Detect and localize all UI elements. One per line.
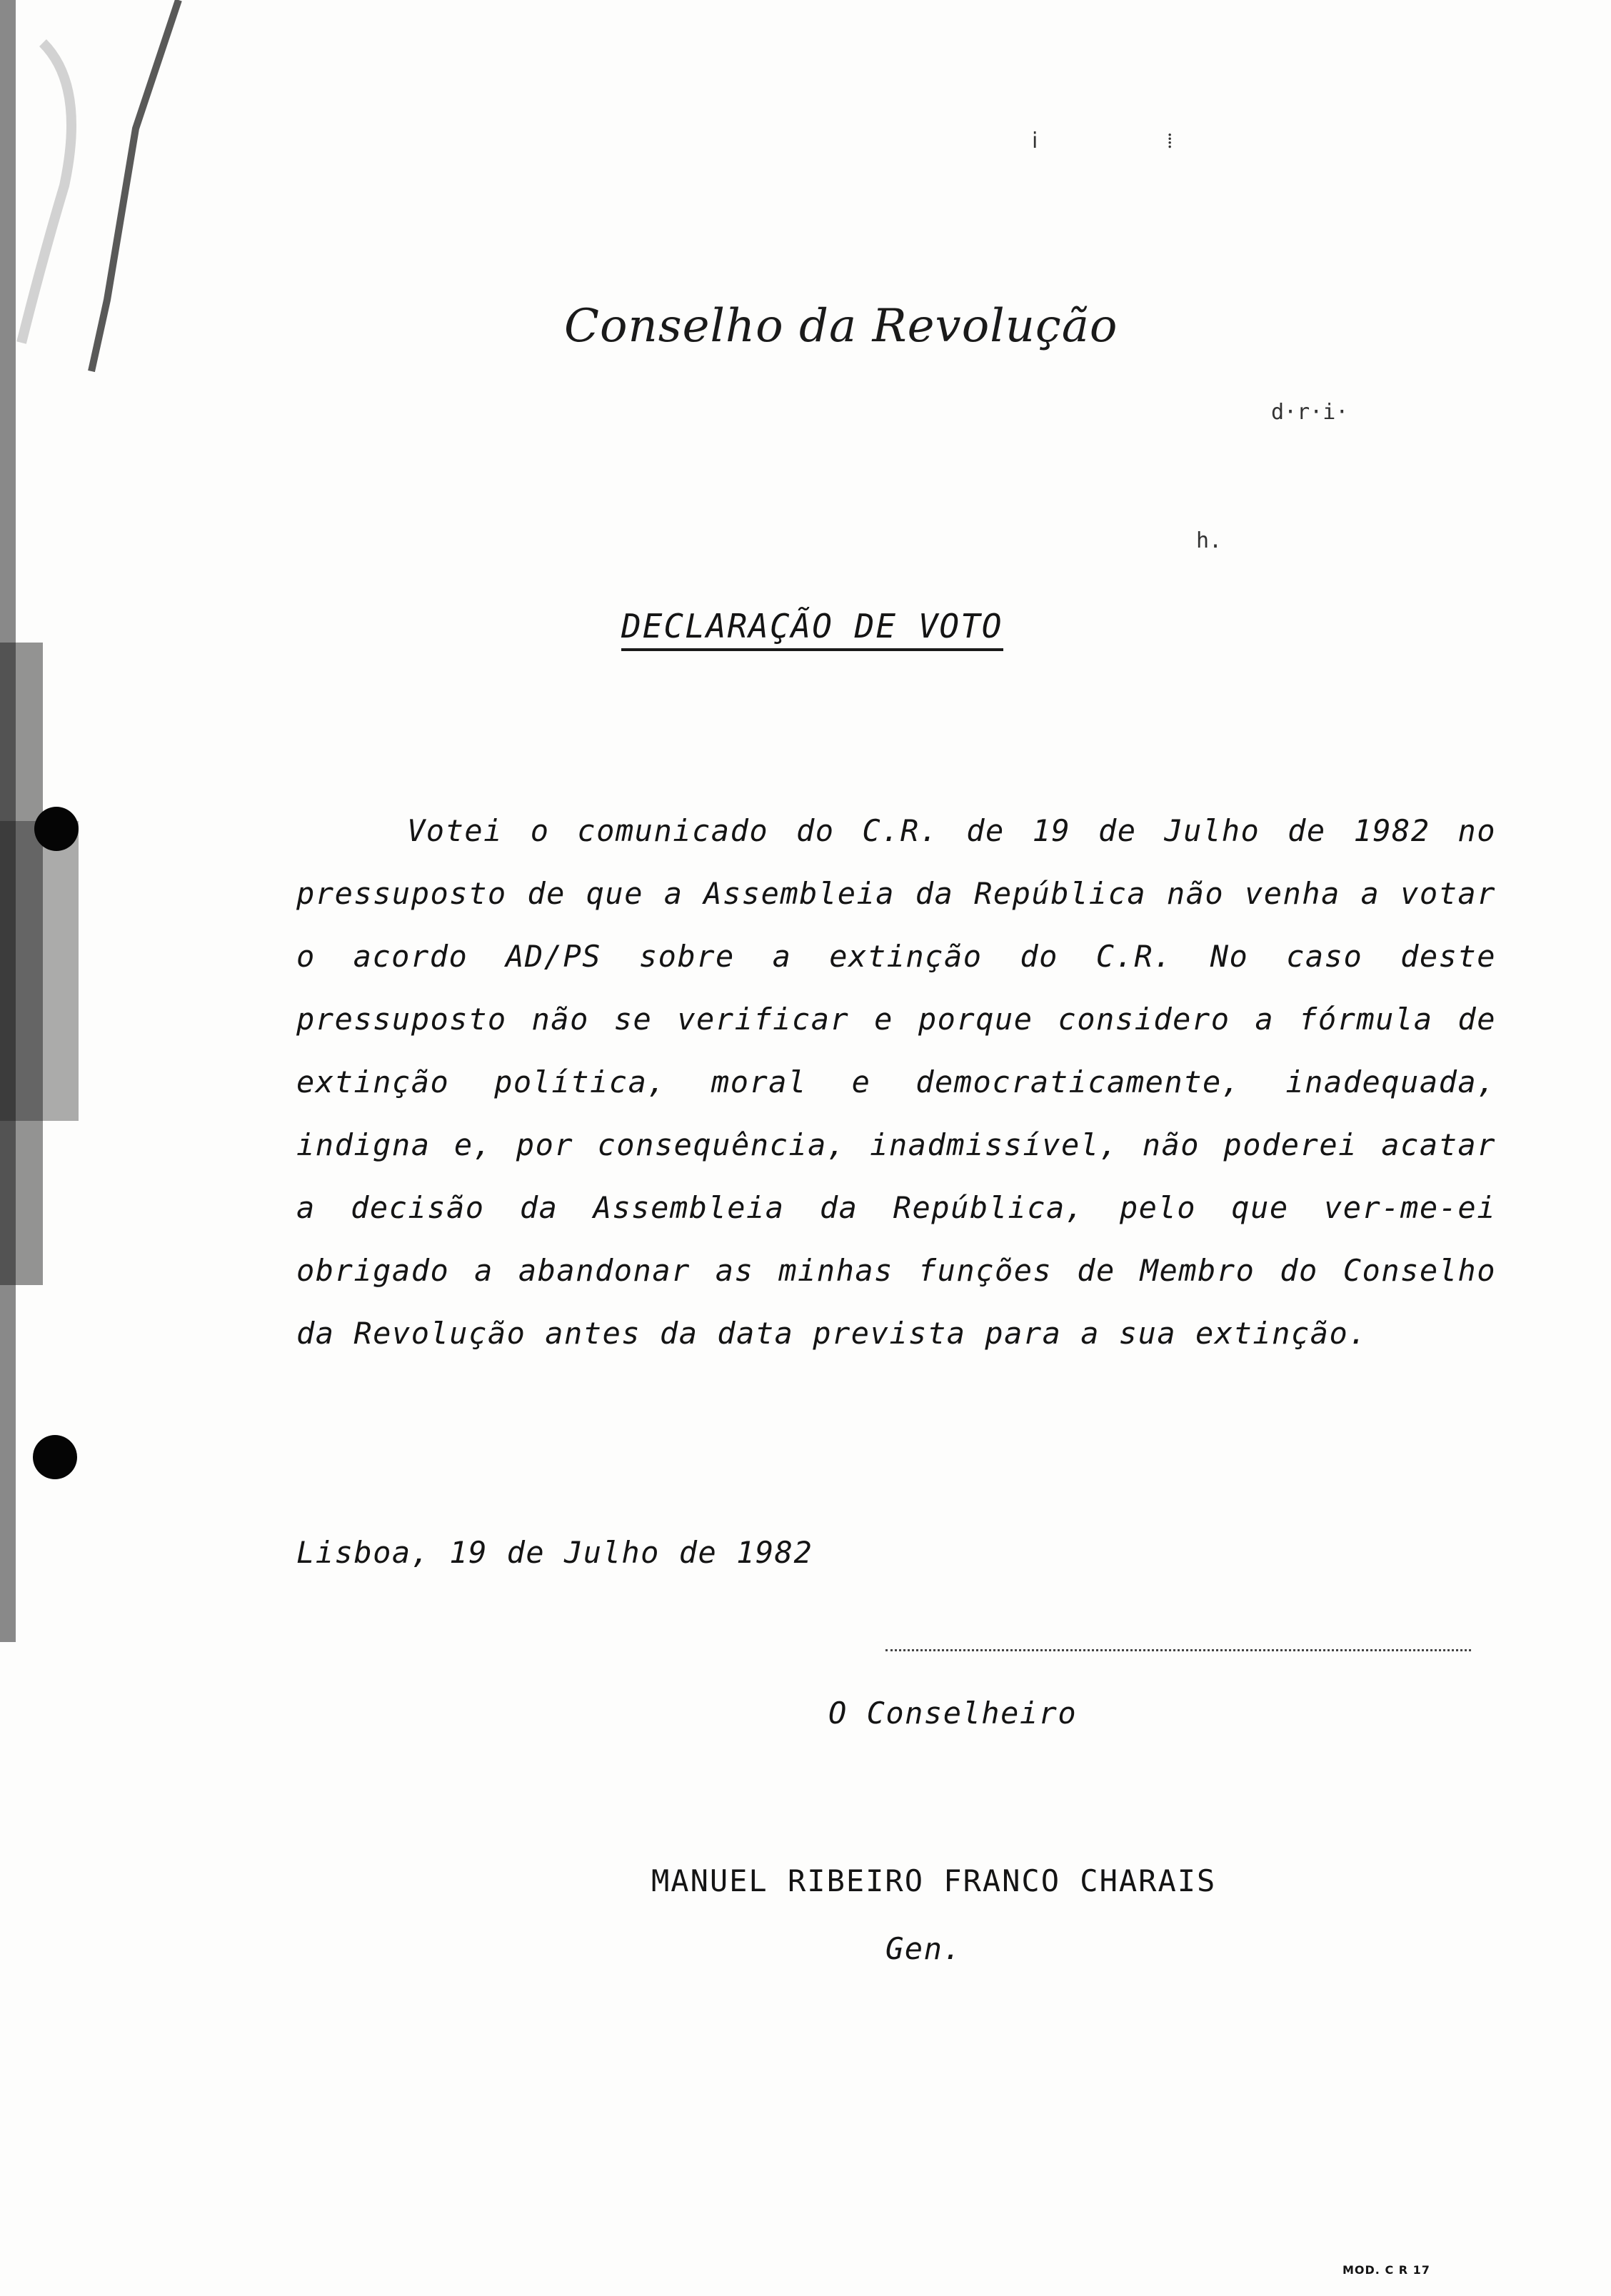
signer-rank: Gen. [885,1931,963,1966]
form-code: MOD. C R 17 [1342,2263,1430,2277]
photocopy-edge-noise [0,0,214,1642]
signoff: O Conselheiro [828,1696,1078,1731]
declaration-body: Votei o comunicado do C.R. de 19 de Julho de 1982 no pressuposto de que a Assembleia da República não venha a votar o acordo AD/PS sobre a extinção do C.R. No caso deste pressuposto não se verificar e porque considero a fórmula de extinção política, moral e democraticamente, inadequada, indigna e, por consequência, inadmissível, não poderei acatar a decisão da Assembleia da República, pelo que ver-me-ei obrigado a abandonar as minhas funções de Membro do Conselho da Revolução antes da data prevista para a sua extinção. [296,813,1496,1351]
signer-name: MANUEL RIBEIRO FRANCO CHARAIS [651,1863,1217,1898]
document-title: DECLARAÇÃO DE VOTO [621,607,1003,651]
punch-hole [34,807,79,851]
dotted-rule [885,1649,1471,1651]
margin-mark: h. [1196,528,1223,553]
punch-hole [33,1435,77,1479]
margin-mark: d·r·i· [1271,400,1349,425]
letterhead: Conselho da Revolução [564,300,1118,353]
margin-mark: ⅰ ⁞ [1032,129,1173,153]
date-line: Lisboa, 19 de Julho de 1982 [296,1535,813,1570]
